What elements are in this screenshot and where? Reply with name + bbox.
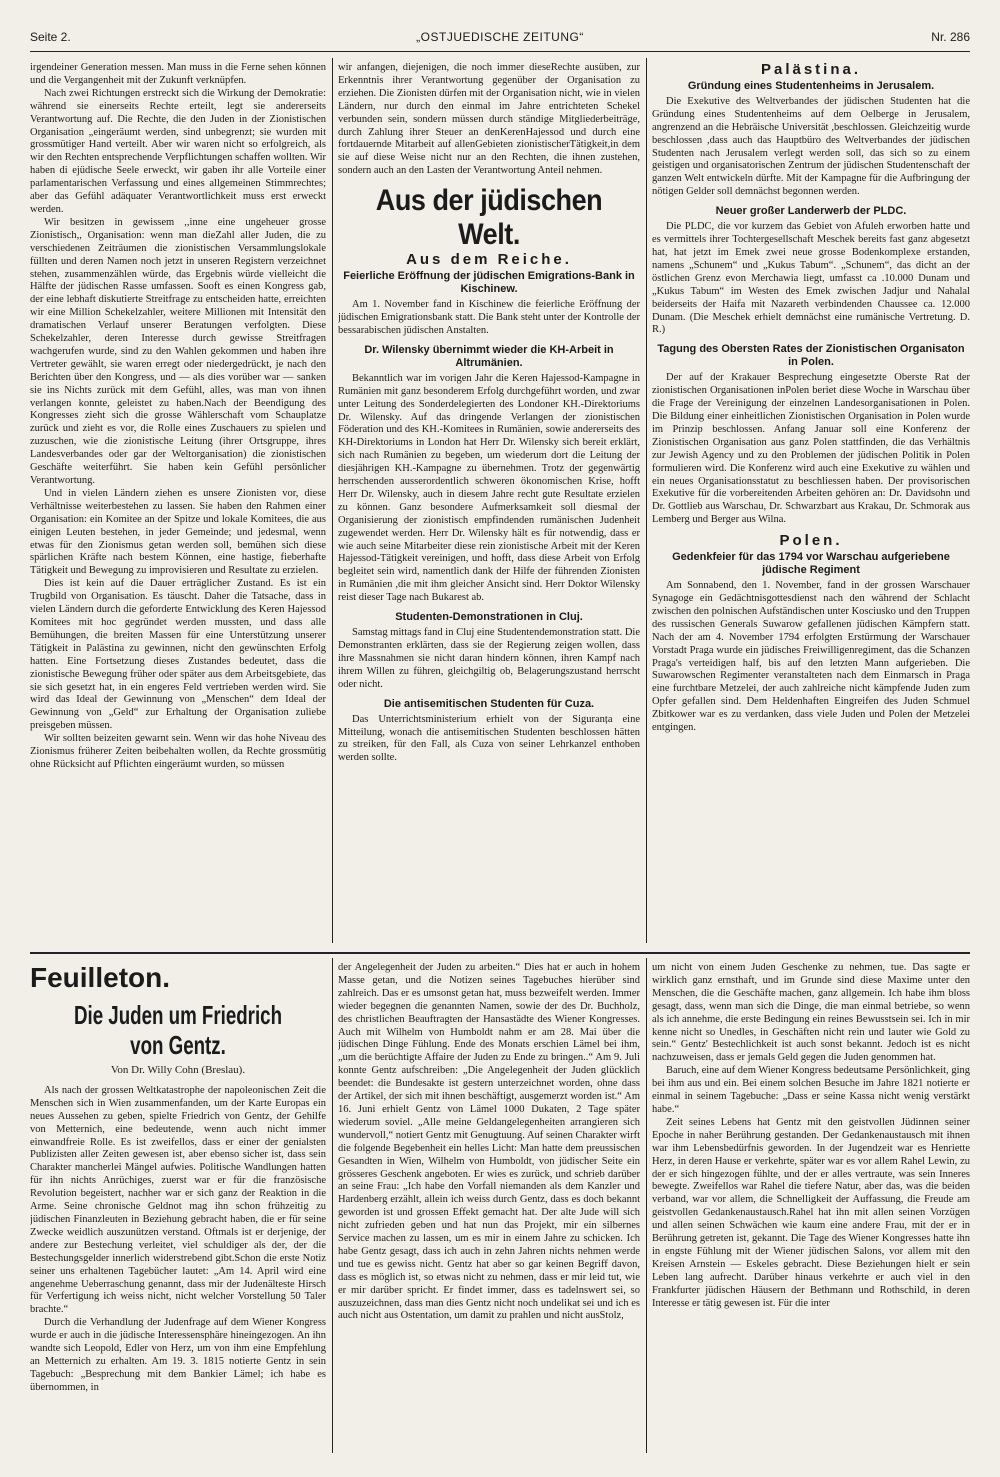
paragraph: Zeit seines Lebens hat Gentz mit den geistvollen Jüdinnen seiner Epoche in naher Berührung gestanden. Der Gedankenaustausch mit ihnen war ihm Lebensbedürfnis geworden. In der Jugendzeit war es Henriette Herz, in deren Hause er verkehrte, später war es vor allem Rahel Lewin, zu der er sich hingezogen fühlte, und der er alles vertraute, was sein Inneres bewegte. Zweifellos war Rahel die tiefere Natur, aber das, was die beiden verband, war vor allem, die Schnelligkeit der Auffassung, die Freude am geistvollen Gedankenaustausch.Rahel hat ihn mit allen seinen Vorzügen und allen seinen Schwächen wie kaum eine andere Frau, mit der er in Berührung getreten ist, gekannt. Die Tage des Wiener Kongresses hatte ihn in engste Fühlung mit der Wiener jüdischen Salons, vor allem mit den Kreisen Arnstein — Eskeles gebracht. Diese Beziehungen hielt er sein Leben lang aufrecht. Darüber hinaus verkehrte er auch viel in den Frankfurter jüdischen Häusern der Bethmann und Rothschild, in deren Interesse er tätig gewesen ist. Für die inter: [652, 1116, 970, 1309]
paragraph: Wir sollten beizeiten gewarnt sein. Wenn wir das hohe Niveau des Zionismus früherer Zeiten beibehalten wollen, da Rechte grossmütig ohne Rücksicht auf Pflichten eingeräumt wurden, so müssen: [30, 733, 326, 770]
paragraph: Und in vielen Ländern ziehen es unsere Zionisten vor, diese Verhältnisse weiterbestehen zu lassen. Sie haben den Rahmen einer Organisation: ein Komitee an der Spitze und lokale Komitees, die aus einigen Leuten bestehen, in jeder Gemeinde; und jedesmal, wenn etwas für den Zionismus getan werden soll, bemühen sich diese spärlichen Kräfte nach bestem Können, eine hastige, fieberhafte Tätigkeit und Bewegung zu improvisieren und Resultate zu erzielen.: [30, 487, 326, 577]
section-headline: Aus der jüdischen Welt.: [375, 184, 603, 252]
article-text: Am Sonnabend, den 1. November, fand in der grossen Warschauer Synagoge ein Gedächtnisgottesdienst nach den während der Schlacht zwischen den polnischen Aufständischen unter Kosciusko und den Truppen des russischen Generals Suwarow gefallenen jüdischen Kämpfern statt. Nach der am 4. November 1794 erfolgten Erstürmung der Warschauer Vorstadt Praga wurde ein jüdisches Freiwilligenregiment, das die Schanzen Praga's verteidigen half, bis auf den letzten Mann aufgerieben. Die Suwarowschen Regimenter veranstalteten nach dem Einmarsch in Praga eine furchtbare Metzelei, der auch zahlreiche nicht kämpfende Juden zum Opfer gefallen sind. Dem Heldenhaften Eingreifen des Juden Schmuel Zbitkower war es zu verdanken, dass viele Juden und Polen der Metzelei entgingen.: [652, 580, 970, 734]
article-text: Die PLDC, die vor kurzem das Gebiet von Afuleh erworben hatte und es vermittels ihrer Tochtergesellschaft Meschek bereits fast ganz abgesetzt hat, hat jetzt im Emek zwei neue grosse Bodenkomplexe erstanden, namens „Schunem“ und „Kukus Tabum“. „Schunem“, das dicht an der östlichen Grenz evon Merchawia liegt, umfasst ca .10.000 Dunam und „Kukus Tabum“ im Westen des Emek zwischen Jadjur und Nahalal beiderseits der Haifa mit Nazareth verbindenden Chaussee ca. 12.000 Dunam. (Die Meschek erhielt demnächst eine rumänische Vertretung. D. R.): [652, 221, 970, 336]
paragraph: Wir besitzen in gewissem ,,inne eine ungeheuer grosse Zionistisch,, Organisation: wenn man dieZahl aller Juden, die zu verschiedenen Zeiträumen die zionistischen Versammlungslokale füllten und deren Namen noch jetzt in unseren Registern verzeichnet stehen, zusammenzählen würde, das Ergebnis würde vielleicht die Hälfte der jüdischen Rasse umfassen. Sooft es einen Kongress gab, der eine lebhaft diskutierte Streitfrage zu entscheiden hatte, erreichten wir eine Million Schekelzahler, weitere Millionen mit Intensität den dramatischen Verlauf unserer Beratungen verfolgten. Diese Schekelzahler, deren Interesse durch gewisse Streitfragen wachgerufen wurde, sind zu den Wahlen gekommen und haben ihre Vertreter gewählt, sie waren erregt oder niedergedrückt, je nach den Berichten über den Kongress, und — als dies vorüber war — sanken sie ins Nichts zurück mit dem Gefühl, alles, was man von ihnen verlangen konnte, geleistet zu haben.Nach der Beendigung des Kongresses zieht sich die grosse Wählerschaft vom Schauplatze zurück und zieht es vor, die Rolle eines Zuschauers zu spielen und zuzuschen, wie die zionistische Leitung (ihrer Ortsgruppe, ihres Landesverbandes oder gar der Weltorganisation) die zionistischen Geschäfte weiterführt. Sie haben kein Gefühl persönlicher Verantwortung.: [30, 216, 326, 486]
feuilleton-column-3: [652, 962, 970, 1452]
paragraph: irgendeiner Generation messen. Man muss in die Ferne sehen können und die Vergangenheit mit der Zukunft verknüpfen.: [30, 62, 326, 86]
article-title: Gründung eines Studentenheims in Jerusalem.: [687, 79, 935, 92]
article-title: Dr. Wilensky übernimmt wieder die KH-Arbeit in Altrumänien.: [364, 343, 614, 369]
paragraph: Dies ist kein auf die Dauer erträglicher Zustand. Es ist ein Trugbild von Organisation. Es täuscht. Daher die Tatsache, dass in vielen Ländern durch die geforderte Entwicklung des Keren Hajessod Komitees mit hoc gegründet werden mussten, und dass alle Bemühungen, die breiten Massen für eine Unterstützung unserer Tätigkeit in Palästina zu gewinnen, nicht den gewünschten Erfolg hatten. Eine Fortsetzung dieses Zustandes bedeutet, dass die zionistische Bewegung früher oder später aus dem Arbeitsgebiete, das sie sich gesetzt hat, in ein engeres Feld vertrieben werden wird. Sie wird das Ideal der Gewinnung von „Menschen“ dem Ideal der Gewinnung von „Geld“ zur Erhaltung der Organisation zuliebe preisgeben müssen.: [30, 578, 326, 732]
feuilleton-rule: [30, 952, 970, 954]
column-3: [652, 62, 970, 942]
article-text: Am 1. November fand in Kischinew die feierliche Eröffnung der jüdischen Emigrationsbank statt. Die Bank steht unter der Kontrolle der bessarabischen jüdischen Anstalten.: [338, 299, 640, 336]
article-title: Die antisemitischen Studenten für Cuza.: [383, 697, 595, 710]
page-header: [30, 25, 970, 52]
section-heading: Palästina.: [760, 62, 862, 78]
paragraph: Als nach der grossen Weltkatastrophe der napoleonischen Zeit die Menschen sich in Wien zusammenfanden, um der Karte Europas ein neues Aussehen zu geben, spielte Friedrich von Gentz, der Gehilfe von Metternich, eine bedeutende, wenn auch nicht immer einwandfreie Rolle. Es ist zweifellos, dass er einer der genialsten Publizisten aller Zeiten gewesen ist, aber ebenso sicher ist, dass sein Charakter mancherlei Mängel aufwies. Politische Wandlungen hatten für ihn nichts Anrüchiges, zuerst war er für die französische Revolution begeistert, nachher war er sich ganz der Reaktion in die Arme. Seine chronische Geldnot mag ihn schon frühzeitig zu jüdischen Finanzleuten in Beziehung gebracht haben, die er für seine Zwecke weidlich auszunützen verstand. Oftmals ist er derjenige, der andere zur Bestechung verleitet, viel schuldiger als der, der die Bestechungsgelder innerlich widerstrebend gibt.Schon die erste Notiz seiner uns erhaltenen Tagebücher lautet: „Am 14. April wird eine angenehme Ueberraschung genannt, dass mir der Judenälteste Hirsch für Verfertigung ich weiss nicht, nicht welcher Vorstellung 50 Taler brachte.“: [30, 1084, 326, 1316]
paragraph: Nach zwei Richtungen erstreckt sich die Wirkung der Demokratie: während sie einerseits Rechte erteilt, legt sie andererseits Verantwortung auf. Die Rechte, die den Juden in der Zionistischen Organisation „eingeräumt werden, sind unbegrenzt; sie wurden mit grossmütiger Hand verteilt. Aber wir waren nicht so erfolgreich, als wir den Rechten entsprechende Verpflichtungen schaffen wollten. Wir haben di ejüdische Seele erweckt, wir gaben ihr alle Vorteile einer parlamentarischen Verfassung und eines allgemeinen Stimmrechtes; aber das Gefühl adäquater Verantwortlichkeit muss erst erweckt werden.: [30, 87, 326, 215]
article-title: Tagung des Obersten Rates der Zionistischen Organisaton in Polen.: [657, 343, 965, 369]
byline: Von Dr. Willy Cohn (Breslau).: [110, 1064, 246, 1076]
section-heading: Aus dem Reiche.: [406, 251, 572, 269]
column-1: [30, 62, 326, 942]
article-text: Samstag mittags fand in Cluj eine Studentendemonstration statt. Die Demonstranten erklärten, dass sie der Regierung zeigen wollen, dass ihre Massnahmen sie nicht daran hindern können, ihren Kampf nach ihrem Willen zu führen, gleichgiltig ob, Belagerungszustand herrscht oder nicht.: [338, 627, 640, 690]
newspaper-title: „OSTJUEDISCHE ZEITUNG“: [416, 30, 584, 44]
article-text: Der auf der Krakauer Besprechung eingesetzte Oberste Rat der zionistischen Organisationen inPolen beriet diese Woche in Warschau über die Frage der Vereinigung der einzelnen Landesorganisationen in Polen. Die Bildung einer einheitlichen Zionistischen Organisation in Polen wurde im Prinzip beschlossen. Anfang Januar soll eine Konferenz der Zionistischen Organisation aus ganz Polen stattfinden, die das Verhältnis zur Jewish Agency und zu den Problemen der jüdischen Politik in Polen formulieren wird. Die Konferenz wird auch eine Exekutive zu wählen und ein neues Organisationsstatut zu beschliessen haben. Der provisorischen Exekutive für die vorbereitenden Arbeiten gehören an: Dr. Davidsohn und Dr. Gottlieb aus Warschau, Dr. Schwarzbart aus Krakau, Dr. Schmorak aus Lemberg und Berger aus Wilna.: [652, 372, 970, 526]
issue-number: Nr. 286: [931, 30, 970, 44]
article-title: Gedenkfeier für das 1794 vor Warschau aufgeriebene jüdische Regiment: [672, 551, 950, 577]
paragraph: der Angelegenheit der Juden zu arbeiten.“ Dies hat er auch in hohem Masse getan, und die Notizen seines Tagebuches hierüber sind zahlreich. Das er es umsonst getan hat, muss bezweifelt werden. Immer wieder begegnen die genannten Namen, sowie der des Dr. Buchholz, des christlichen Beauftragten der Hansastädte des Wiener Kongresses. Auch mit Wilhelm von Humboldt nahm er am 28. Mai über die jüdischen Dinge Fühlung. Ende des Monats erschien Lämel bei ihm, „um die berüchtigte Affaire der Juden zu Ende zu bringen..“ Am 9. Juli konnte Gentz aufschreiben: „Die Angelegenheit der Juden glücklich beendet: die Bundesakte ist gestern unterzeichnet worden, ohne dass der Artikel, der sich mit ihnen beschäftigt, ausgemerzt worden ist.“ Am 16. Juni erhielt Gentz von Lämel 1000 Dukaten, 2 Tage später wiederum soviel. „Alle meine Geldangelegenheiten arrangieren sich wundervoll,“ notiert Gentz mit Genugtuung. Auf seinen Charakter wirft die folgende Begebenheit ein helles Licht: Man hatte dem preussischen Gesandten in Wien, Wilhelm von Humboldt, von jüdischer Seite ein grösseres Geschenk angeboten. Er wies es zurück, und schrieb darüber an seine Frau: „Ich habe den Vorfall niemanden als dem Kanzler und Hardenberg erzählt, allein ich weiss durch Gentz, dass es doch bekannt geworden ist und grossen Effekt gemacht hat. Der alte Jude will sich nicht zufrieden geben und hat nun das Projekt, mir ein silbernes Service machen zu lassen, um es mir in einem Jahre zu schicken. Ich habe Gentz gesagt, dass ich auch in zehn Jahren nichts nehmen werde und tue es gewiss nicht. Gentz hat aber so gar keinen Begriff davon, dass es möglich ist, so etwas nicht zu nehmen, dass er mir leid tut, wie er mir darüber spricht. Er findet immer, dass es tadelnswert sei, so auszuzeichnen, dass man dies Gentz nicht noch undelikat sei und ich es auch nicht aus Ostentation, um damit zu prahlen und nicht ausStolz,: [338, 962, 640, 1322]
column-rule: [646, 958, 647, 1453]
feuilleton-column-2: [338, 962, 640, 1452]
column-2: [338, 62, 640, 942]
article-title: Neuer großer Landerwerb der PLDC.: [715, 205, 907, 218]
article-title: Studenten-Demonstrationen in Cluj.: [395, 611, 583, 624]
column-rule: [332, 58, 333, 943]
paragraph: Baruch, eine auf dem Wiener Kongress bedeutsame Persönlichkeit, ging bei ihm aus und ein. Bei einem solchen Besuche im Jahre 1821 notierte er einmal in seinem Tagebuche: „Dass er seine Kassa nicht wenig verstärkt habe.“: [652, 1065, 970, 1115]
feuilleton-title: Die Juden um Friedrich von Gentz.: [73, 1000, 283, 1060]
paragraph: Durch die Verhandlung der Judenfrage auf dem Wiener Kongress wurde er auch in die jüdische Interessensphäre hineingezogen. An ihn wandte sich Leopold, Edler von Herz, um von ihm eine Empfehlung an Metternich zu erhalten. Am 19. 3. 1815 notierte Gentz in sein Tagebuch: „Besprechung mit dem Bankier Lämel; ich habe es übernommen, in: [30, 1317, 326, 1393]
feuilleton-label: Feuilleton.: [30, 962, 170, 993]
article-text: Die Exekutive des Weltverbandes der jüdischen Studenten hat die Gründung eines Studentenheims auf dem Oelberge in Jerusalem, angrenzend an die Hebräische Universität ,beschlossen. Gleichzeitig wurde beschlossen ,dass auch das Hauptbüro des Weltverbandes der jüdischen Studenten nach Jerusalem verlegt werden soll, das sich so zu einem geistigen und organisatorischen Zentrum der jüdischen Studentenschaft der ganzen Welt entwickeln dürfte. Mit der Kampagne für die Aufbringung der nötigen Gelder soll demnächst begonnen werden.: [652, 95, 970, 198]
article-text: Das Unterrichtsministerium erhielt von der Siguranța eine Mitteilung, wonach die antisemitischen Studenten beschlossen hätten zu streiken, für den Fall, als Cuza von seiner Lehrkanzel enthoben werden sollte.: [338, 713, 640, 764]
section-heading: Polen.: [779, 532, 843, 550]
paragraph: um nicht von einem Juden Geschenke zu nehmen, tue. Das sagte er wirklich ganz ernsthaft, und im Grunde sind diese Maxime unter den Menschen, die die Geschäfte machen, ganz allgemein. Ich habe ihm bloss gesagt, dass, wenn man sich die Dinge, die man einmal betriebe, so wenn als ich annehme, die erste Bedingung ein reines Bewusstsein sei. Ich in mir kenne nicht so Unedles, in Geschäften nicht rein und lauter wie Gold zu sein.“ Gentz' Bestechlichkeit ist auch sonst bekannt. Jedoch ist es nicht nachzuweisen, dass er jemals Geld gegen die Juden genommen hat.: [652, 962, 970, 1064]
feuilleton-column-1: [30, 962, 326, 1452]
article-title: Feierliche Eröffnung der jüdischen Emigrations-Bank in Kischinew.: [343, 270, 635, 296]
page-number: Seite 2.: [30, 30, 71, 44]
column-rule: [332, 958, 333, 1453]
paragraph: wir anfangen, diejenigen, die noch immer dieseRechte ausüben, zur Erkenntnis ihrer Verantwortung gegenüber der Organisation zu erziehen. Die Zionisten dürfen mit der Organisation nicht, wie in vielen Ländern, nur durch den einmal im Jahre entrichteten Schekel verbunden sein, sondern müssen durch ständige Mitgliederbeiträge, durch Zahlung ihrer Steuer an denKerenHajessod und durch eine fortdauernde Mitarbeit auf allenGebieten zionistischerTätigkeit,in dem sie auf diese Weise nicht nur an den Rechten, die ihnen zustehen, sondern auch an den Lasten der Verantwortung Anteil nehmen.: [338, 62, 640, 177]
article-text: Bekanntlich war im vorigen Jahr die Keren Hajessod-Kampagne in Rumänien mit ganz besonderem Erfolg durchgeführt worden, und zwar unter Leitung des Sonderdelegierten des Londoner KH.-Direktoriums Dr. Wilensky. Auf das dringende Verlangen der zionistischen Föderation und des KH.-Komitees in Rumänien, sowie andererseits des KH-Direktoriums in London hat Herr Dr. Wilensky sich bereit erklärt, sich nach Rumänien zu begeben, um wiederum dort die Leitung der diesjährigen KH.-Kampagne zu übernehmen. Trotz der gegenwärtig herrschenden ausserordentlich schweren ökonomischen Krise, hofft Herr Dr. Wilensky, auch in diesem Jahre recht gute Resultate erzielen zu können. Ganz besondere Aufmerksamkeit soll diesmal der Organisierung der zionistisch empfindenden rumänischen Judenheit zugewendet werden. Herr Dr. Wilensky hält es für notwendig, dass er wie auch seine Mitarbeiter diese rein zionistische Arbeit mit der Keren Hajessod-Tätigkeit vereinigen, und hofft, dass diese Arbeit von Erfolg begleitet sein wird, namentlich dank der Hilfe der führenden Zionisten in Rumänien ,die mit ihm gleicher Ansicht sind. Herr Doktor Wilensky reist dieser Tage nach Bukarest ab.: [338, 372, 640, 604]
column-rule: [646, 58, 647, 943]
